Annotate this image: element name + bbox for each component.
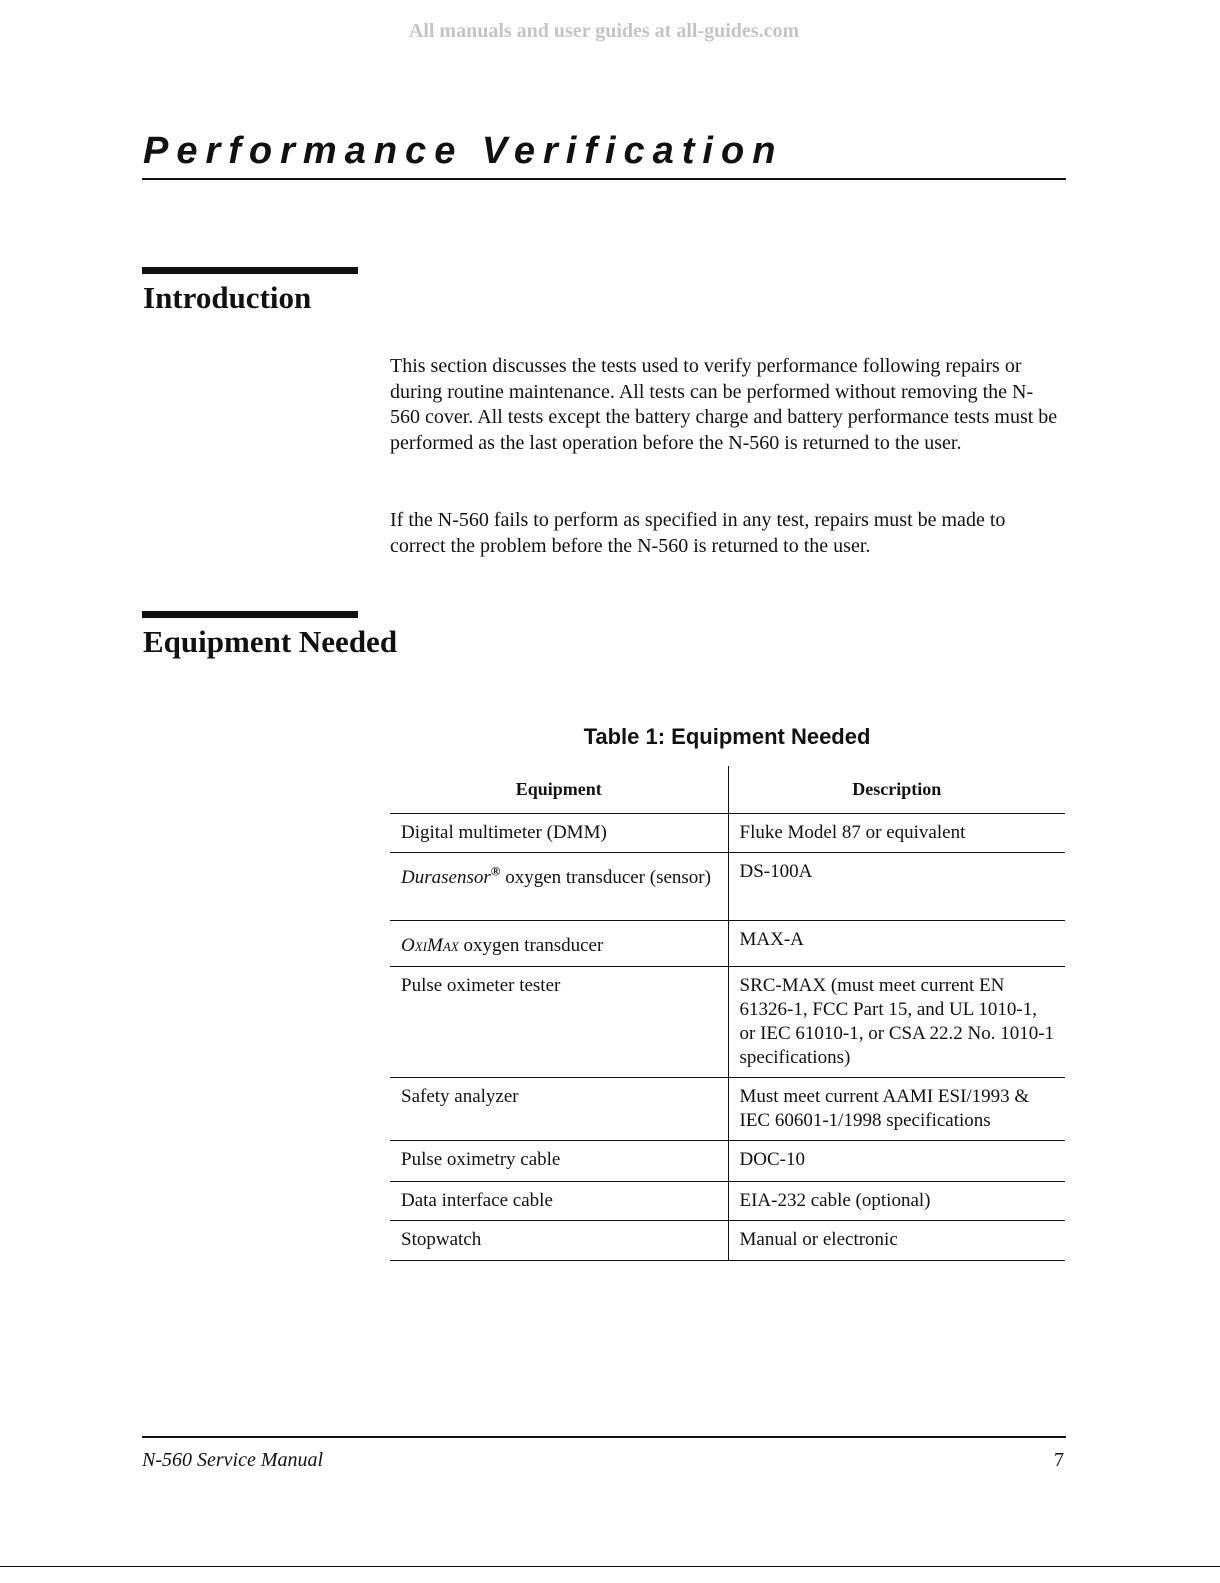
brand-initial: M	[427, 935, 443, 956]
description-cell: DOC-10	[728, 1141, 1065, 1182]
description-cell: DS-100A	[728, 853, 1065, 921]
equipment-cell: Safety analyzer	[390, 1078, 728, 1141]
introduction-paragraph-1: This section discusses the tests used to verify performance following repairs or during routine maintenance. All tests can be performed without removing the N-560 cover. All tests except the battery charge and battery performance tests must be performed as the last operation before the N-560 is returned to the user.	[390, 355, 1058, 454]
table-row	[390, 1182, 1065, 1221]
description-cell: Must meet current AAMI ESI/1993 & IEC 60601-1/1998 specifications	[728, 1078, 1065, 1141]
registered-mark: ®	[490, 863, 501, 879]
description-cell: SRC-MAX (must meet current EN 61326-1, FCC Part 15, and UL 1010-1, or IEC 61010-1, or CSA 22.2 No. 1010-1 specifications)	[728, 967, 1065, 1078]
equipment-cell: Stopwatch	[390, 1221, 728, 1261]
brand-initial: O	[401, 935, 415, 956]
chapter-title: Performance Verification	[143, 130, 784, 172]
introduction-heading: Introduction	[143, 280, 312, 315]
brand-small-caps: AX	[442, 939, 459, 954]
equipment-text: oxygen transducer	[458, 935, 604, 956]
watermark-text: All manuals and user guides at all-guides.com	[408, 20, 800, 42]
equipment-table	[390, 766, 1065, 1261]
footer-page-number: 7	[1054, 1449, 1064, 1471]
equipment-cell	[390, 853, 728, 921]
table-row	[390, 814, 1065, 853]
brand-name	[401, 935, 459, 956]
equipment-cell: Digital multimeter (DMM)	[390, 814, 728, 853]
description-cell: MAX-A	[728, 921, 1065, 967]
table-row	[390, 921, 1065, 967]
table-row	[390, 853, 1065, 921]
introduction-paragraph-2: If the N-560 fails to perform as specified in any test, repairs must be made to correct the problem before the N-560 is returned to the user.	[390, 509, 1006, 557]
footer-manual-title: N-560 Service Manual	[142, 1449, 324, 1471]
table-row	[390, 1078, 1065, 1141]
equipment-heading: Equipment Needed	[143, 624, 398, 659]
equipment-cell	[390, 921, 728, 967]
description-cell: Fluke Model 87 or equivalent	[728, 814, 1065, 853]
equipment-cell: Data interface cable	[390, 1182, 728, 1221]
column-header-description: Description	[728, 766, 1065, 814]
equipment-heading-bar	[142, 611, 358, 618]
equipment-cell: Pulse oximetry cable	[390, 1141, 728, 1182]
table-row	[390, 1221, 1065, 1261]
table-caption: Table 1: Equipment Needed	[583, 724, 871, 749]
description-cell: Manual or electronic	[728, 1221, 1065, 1261]
table-row	[390, 1141, 1065, 1182]
equipment-text: oxygen transducer (sensor)	[500, 867, 711, 888]
introduction-heading-bar	[142, 267, 358, 274]
equipment-cell: Pulse oximeter tester	[390, 967, 728, 1078]
column-header-equipment: Equipment	[390, 766, 728, 814]
description-cell: EIA-232 cable (optional)	[728, 1182, 1065, 1221]
brand-name: Durasensor	[401, 867, 491, 888]
brand-small-caps: XI	[414, 939, 428, 954]
footer-rule	[142, 1436, 1066, 1438]
chapter-title-rule	[142, 178, 1066, 180]
page-bottom-edge	[0, 1566, 1220, 1567]
table-header-row	[390, 766, 1065, 814]
table-row	[390, 967, 1065, 1078]
